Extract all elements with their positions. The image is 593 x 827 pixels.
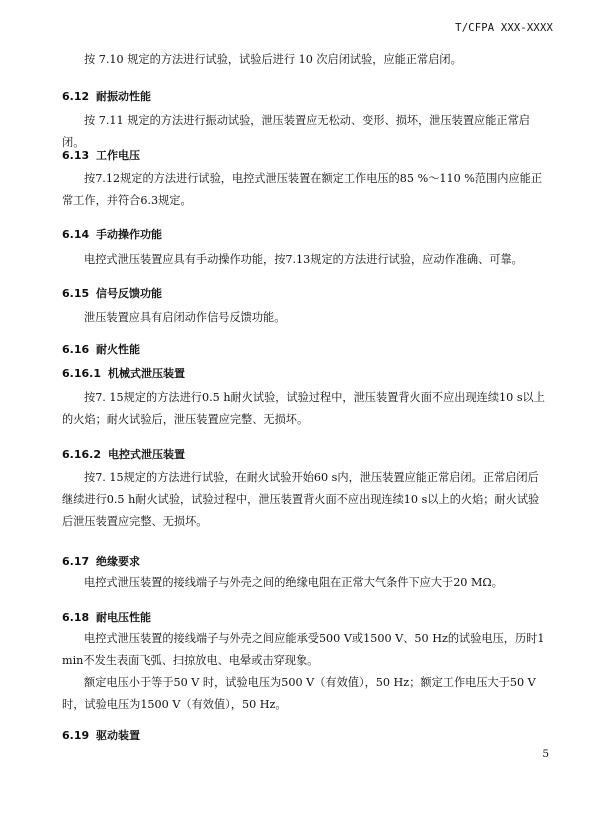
section-heading-6-13 [62,147,140,163]
section-heading-6-15 [62,285,162,301]
page-number: 5 [542,748,549,760]
section-title: 绝缘要求 [96,555,140,568]
section-title: 耐火性能 [96,343,140,356]
section-number: 6.16 [62,343,90,356]
paragraph-6-18-b: 额定电压小于等于50 V 时，试验电压为500 V（有效值），50 Hz；额定工作电压大于50 V 时，试验电压为1500 V（有效值），50 Hz。 [62,676,536,711]
section-title: 信号反馈功能 [96,287,162,300]
section-title: 驱动装置 [96,729,140,742]
paragraph-6-13: 按7.12规定的方法进行试验，电控式泄压装置在额定工作电压的85 %～110 %范围内应能正常工作，并符合6.3规定。 [62,172,543,207]
section-number: 6.15 [62,287,90,300]
paragraph-6-18-a: 电控式泄压装置的接线端子与外壳之间应能承受500 V或1500 V、50 Hz的试验电压，历时1 min不发生表面飞弧、扫掠放电、电晕或击穿现象。 [62,632,545,667]
section-title: 耐振动性能 [96,90,151,103]
paragraph-intro: 按 7.10 规定的方法进行试验，试验后进行 10 次启闭试验，应能正常启闭。 [84,53,462,66]
section-heading-6-12 [62,88,151,104]
doc-code-header: T/CFPA XXX-XXXX [455,22,553,34]
section-heading-6-16-1 [62,365,185,381]
section-number: 6.18 [62,611,90,624]
section-heading-6-19 [62,727,140,743]
section-number: 6.16.2 [62,448,101,461]
section-title: 电控式泄压装置 [108,448,185,461]
paragraph-6-15: 泄压装置应具有启闭动作信号反馈功能。 [84,311,286,324]
section-heading-6-16 [62,341,140,357]
section-number: 6.14 [62,228,90,241]
section-number: 6.17 [62,555,90,568]
section-title: 机械式泄压装置 [108,367,185,380]
section-heading-6-14 [62,226,162,242]
section-number: 6.19 [62,729,90,742]
section-title: 耐电压性能 [96,611,151,624]
paragraph-6-16-1: 按7. 15规定的方法进行0.5 h耐火试验，试验过程中，泄压装置背火面不应出现连续10 s以上的火焰；耐火试验后，泄压装置应完整、无损坏。 [62,391,545,426]
section-heading-6-18 [62,609,151,625]
section-number: 6.13 [62,149,90,162]
section-number: 6.16.1 [62,367,101,380]
paragraph-6-14: 电控式泄压装置应具有手动操作功能，按7.13规定的方法进行试验，应动作准确、可靠。 [84,253,523,266]
paragraph-6-16-2: 按7. 15规定的方法进行试验，在耐火试验开始60 s内，泄压装置应能正常启闭。正常启闭后继续进行0.5 h耐火试验，试验过程中，泄压装置背火面不应出现连续10 s以上的火焰；耐火试验后泄压装置应完整、无损坏。 [62,471,540,528]
section-title: 工作电压 [96,149,140,162]
section-number: 6.12 [62,90,90,103]
paragraph-6-17: 电控式泄压装置的接线端子与外壳之间的绝缘电阻在正常大气条件下应大于20 MΩ。 [84,576,503,589]
section-title: 手动操作功能 [96,228,162,241]
section-heading-6-17 [62,553,140,569]
section-heading-6-16-2 [62,446,185,462]
paragraph-6-12: 按 7.11 规定的方法进行振动试验，泄压装置应无松动、变形、损坏，泄压装置应能正常启闭。 [62,114,530,149]
